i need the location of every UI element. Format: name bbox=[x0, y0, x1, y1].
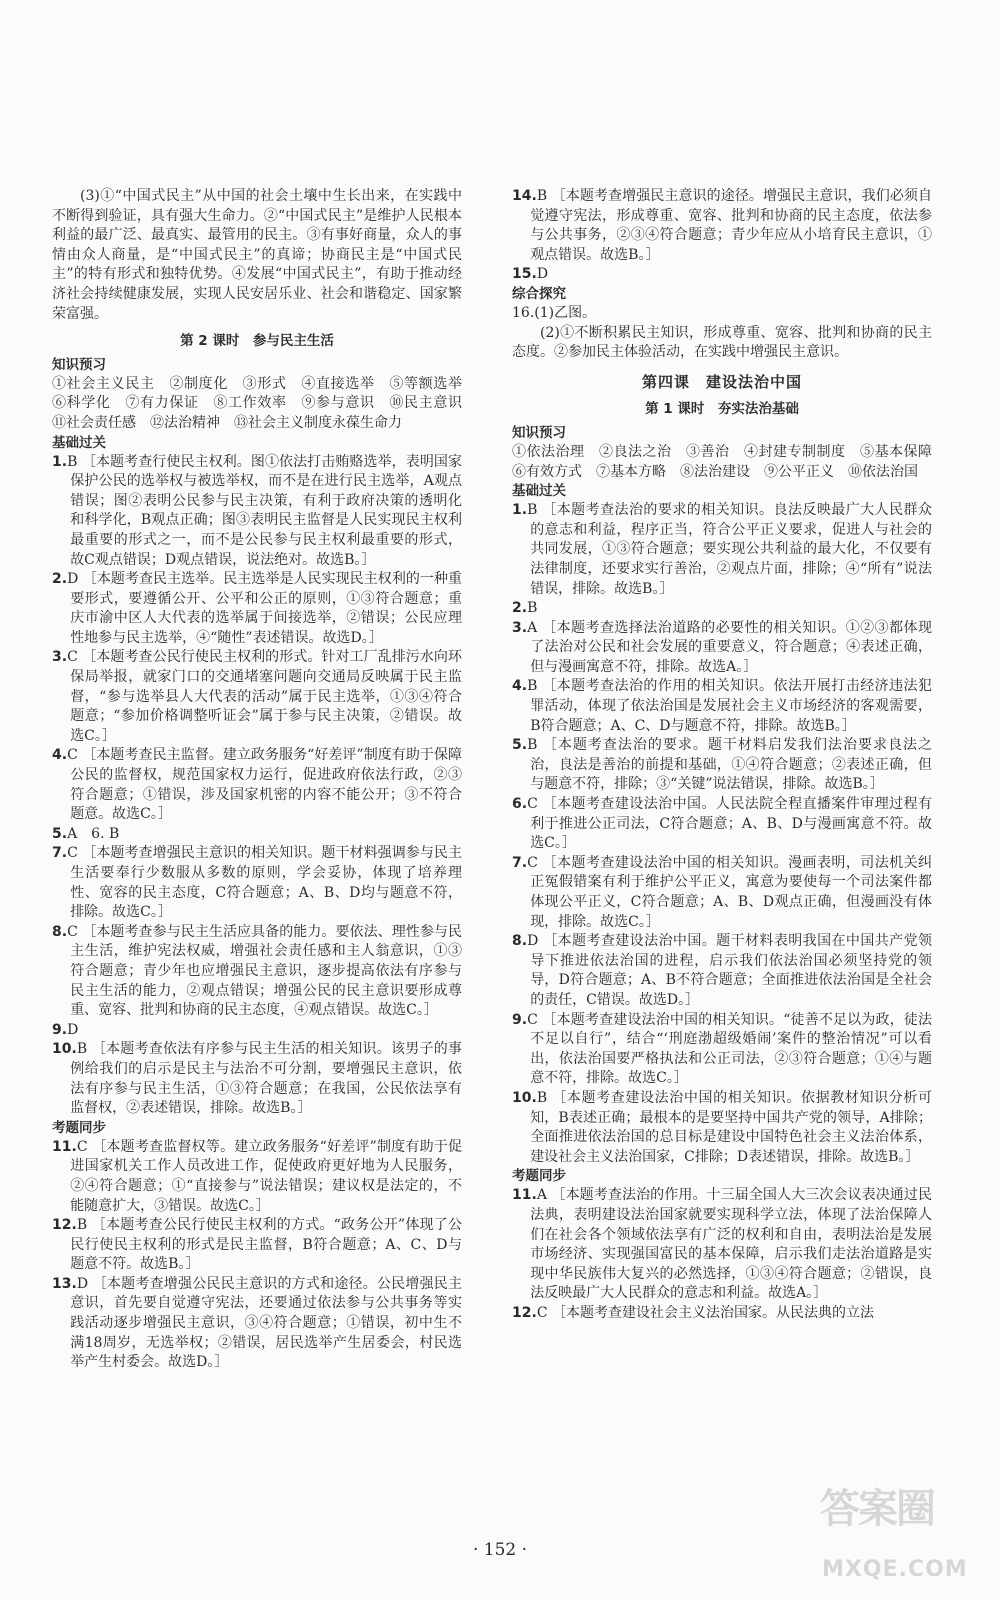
answer-explanation: ［本题考查建设法治中国。题干材料表明我国在中国共产党领导下推进依法治国的进程，启示我们依法治国必须坚持党的领导，D符合题意；A、B不符合题意；全面推进依法治国是全社会的责任，C错误。故选D。］ bbox=[530, 933, 933, 1008]
answer-number: 8. bbox=[52, 923, 68, 940]
q16-part1: 16.(1)乙图。 bbox=[512, 304, 597, 321]
answer-number: 2. bbox=[512, 600, 528, 617]
answer-item bbox=[512, 795, 932, 854]
q16-part2: (2)①不断积累民主知识，形成尊重、宽容、批判和协商的民主态度。②参加民主体验活动，在实践中增强民主意识。 bbox=[512, 324, 932, 361]
answer-item bbox=[512, 1089, 932, 1167]
answer-number: 2. bbox=[52, 571, 68, 588]
answer-item bbox=[512, 1186, 932, 1304]
answer-explanation: ［本题考查增强民主意识的相关知识。题干材料强调参与民主生活要奉行少数服从多数的原则，学会妥协，体现了培养理性、宽容的民主态度，C符合题意；A、B、D均与题意不符，排除。故选C。］ bbox=[70, 845, 462, 921]
answer-number: 10. bbox=[512, 1089, 537, 1106]
section-inquiry: 综合探究 bbox=[512, 285, 566, 302]
watermark-domain: MXQE.COM bbox=[822, 1557, 968, 1582]
answer-number: 11. bbox=[52, 1138, 77, 1155]
answer-number: 15. bbox=[512, 266, 537, 283]
answer-explanation: ［本题考查法治的作用。十三届全国人大三次会议表决通过民法典，表明建设法治国家就要实现科学立法，体现了法治保障人们在社会各个领域依法享有广泛的权利和自由，表明法治是发展市场经济、实现强国富民的基本保障，启示我们走法治道路是实现中华民族伟大复兴的必然选择，①③④符合题意；②错误，良法反映最广大人民群众的意志和利益。故选A。］ bbox=[530, 1187, 932, 1302]
answer-item bbox=[52, 1040, 462, 1118]
answer-number: 9. bbox=[52, 1021, 68, 1038]
answer-item bbox=[52, 844, 462, 922]
answer-number: 12. bbox=[512, 1304, 537, 1321]
section-exam: 考题同步 bbox=[52, 1119, 106, 1136]
answer-item bbox=[52, 923, 462, 1021]
answer-explanation: ［本题考查增强民主意识的途径。增强民主意识，我们必须自觉遵守宪法，形成尊重、宽容、批判和协商的民主态度，依法参与公共事务，②③④符合题意；青少年应从小培育民主意识，①观点错误。故选B。］ bbox=[530, 188, 933, 263]
answer-explanation: ［本题考查参与民主生活应具备的能力。要依法、理性参与民主生活，维护宪法权威，增强社会责任感和主人翁意识，①③符合题意；青少年也应增强民主意识，逐步提高依法有序参与民主生活的能力，②观点错误；增强公民的民主意识要形成尊重、宽容、批判和协商的民主态度，④观点错误。故选C。］ bbox=[70, 923, 462, 1019]
answer-explanation: ［本题考查建设法治中国。人民法院全程直播案件审理过程有利于推进公正司法，C符合题意；A、B、D与漫画寓意不符。故选C。］ bbox=[530, 796, 933, 852]
answer-number: 3. bbox=[512, 619, 528, 636]
answer-choice: D bbox=[67, 571, 79, 588]
answer-number: 8. bbox=[512, 933, 528, 950]
answer-explanation: ［本题考查建设法治中国的相关知识。依据教材知识分析可知，B表述正确；最根本的是要坚持中国共产党的领导，A排除；全面推进依法治国的总目标是建设中国特色社会主义法治体系，建设社会主义法治国家，C排除；D表述错误，排除。故选B。］ bbox=[530, 1089, 933, 1165]
lesson4-subtitle: 第 1 课时 夯实法治基础 bbox=[645, 401, 799, 418]
answer-explanation: ［本题考查法治的要求。题干材料启发我们法治要求良法之治，良法是善治的前提和基础，①④符合题意；②表述正确，但与题意不符，排除；③“关键”说法错误，排除。故选B。］ bbox=[530, 737, 933, 793]
answer-item bbox=[512, 187, 932, 265]
answer-number: 11. bbox=[512, 1187, 537, 1204]
answer-item bbox=[512, 677, 932, 736]
answer-number: 1. bbox=[52, 453, 68, 470]
answer-choice: B bbox=[67, 453, 78, 470]
lesson-title: 第 2 课时 参与民主生活 bbox=[180, 333, 334, 350]
answer-item bbox=[52, 570, 462, 648]
basic-list bbox=[52, 453, 462, 1119]
answer-choice: A 6. B bbox=[67, 825, 120, 842]
answer-explanation: ［本题考查公民行使民主权利的方式。“政务公开”体现了公民行使民主权利的形式是民主监督，B符合题意；A、C、D与题意不符。故选B。］ bbox=[70, 1217, 462, 1273]
answer-choice: D bbox=[536, 266, 549, 283]
answer-explanation: ［本题考查监督权等。建立政务服务“好差评”制度有助于促进国家机关工作人员改进工作，促使政府更好地为人民服务，②④符合题意；①“直接参与”说法错误；建议权是法定的，不能随意扩大，③错误。故选C。］ bbox=[70, 1138, 462, 1214]
lesson4-title: 第四课 建设法治中国 bbox=[641, 372, 802, 391]
preview-answers-r: ①依法治理 ②良法之治 ③善治 ④封建专制制度 ⑤基本保障 ⑥有效方式 ⑦基本方略 ⑧法治建设 ⑨公平正义 ⑩依法治国 bbox=[512, 443, 946, 480]
answer-number: 10. bbox=[52, 1041, 77, 1058]
answer-item bbox=[52, 746, 462, 824]
intro-paragraph: (3)①“中国式民主”从中国的社会土壤中生长出来，在实践中不断得到验证，具有强大生命力。②“中国式民主”是维护人民根本利益的最广泛、最真实、最管用的民主。③有事好商量，众人的事情由众人商量，是“中国式民主”的真谛；协商民主是“中国式民主”的特有形式和独特优势。④发展“中国式民主”，有助于推动经济社会持续健康发展，实现人民安居乐业、社会和谐稳定、国家繁荣富强。 bbox=[52, 188, 462, 322]
answer-item bbox=[512, 619, 932, 678]
answer-item bbox=[512, 501, 932, 599]
preview-answers: ①社会主义民主 ②制度化 ③形式 ④直接选举 ⑤等额选举 ⑥科学化 ⑦有力保证 ⑧工作效率 ⑨参与意识 ⑩民主意识 ⑪社会责任感 ⑫法治精神 ⑬社会主义制度永葆生命力 bbox=[52, 375, 476, 431]
answer-choice: B bbox=[527, 678, 538, 695]
answer-choice: B bbox=[527, 600, 538, 617]
section-basic-r: 基础过关 bbox=[512, 483, 566, 500]
answer-choice: C bbox=[76, 1138, 88, 1155]
basic-list-r bbox=[512, 501, 932, 1167]
exam-list-r bbox=[512, 1186, 932, 1323]
answer-item bbox=[512, 1011, 932, 1089]
answer-choice: C bbox=[67, 845, 78, 862]
answer-explanation: ［本题考查选择法治道路的必要性的相关知识。①②③都体现了法治对公民和社会发展的重要意义，符合题意；④表述正确，但与漫画寓意不符，排除。故选A。］ bbox=[530, 619, 933, 675]
right-column bbox=[512, 187, 946, 1323]
section-preview-r: 知识预习 bbox=[512, 424, 566, 441]
answer-explanation: ［本题考查建设法治中国的相关知识。“徒善不足以为政，徒法不足以自行”，结合“‘刑庭渤超级婚闹’案件的整治情况”可以看出，依法治国要严格执法和公正司法，②③符合题意；①④与题意不符，排除。故选C。］ bbox=[530, 1011, 933, 1087]
answer-choice: D bbox=[527, 933, 539, 950]
answer-choice: C bbox=[536, 1304, 548, 1321]
answer-number: 7. bbox=[512, 854, 528, 871]
exam-list bbox=[52, 1138, 462, 1373]
answer-explanation: ［本题考查增强公民民主意识的方式和途径。公民增强民主意识，首先要自觉遵守宪法，还要通过依法参与公共事务等实践活动逐步增强民主意识，③④符合题意；①错误，初中生不满18周岁，无选举权；②错误，居民选举产生居委会，村民选举产生村委会。故选D。］ bbox=[70, 1275, 463, 1371]
answer-item bbox=[512, 1304, 932, 1324]
section-basic: 基础过关 bbox=[52, 434, 106, 451]
left-column bbox=[52, 187, 476, 1373]
answer-item bbox=[52, 648, 462, 746]
answer-choice: B bbox=[76, 1041, 88, 1058]
answer-explanation: ［本题考查行使民主权利。图①依法打击贿赂选举，表明国家保护公民的选举权与被选举权，而不是在进行民主选举，A观点错误；图②表明公民参与民主决策，有利于政府决策的透明化和科学化，B观点正确；图③表明民主监督是人民实现民主权利最重要的形式之一，而不是公民参与民主权利最重要的形式，故C观点错误；D观点错误，说法绝对。故选B。］ bbox=[70, 453, 462, 568]
answer-choice: B bbox=[536, 188, 548, 204]
answer-explanation: ［本题考查建设社会主义法治国家。从民法典的立法 bbox=[551, 1304, 874, 1321]
answer-choice: B bbox=[527, 502, 538, 519]
page-number: · 152 · bbox=[472, 1540, 528, 1560]
answer-number: 12. bbox=[52, 1217, 77, 1234]
answer-explanation: ［本题考查民主选举。民主选举是人民实现民主权利的一种重要形式，要遵循公开、公平和公正的原则，①③符合题意；重庆市渝中区人大代表的选举属于间接选举，②错误；公民应理性地参与民主选举，④“随性”表述错误。故选D。］ bbox=[70, 571, 462, 646]
answer-choice: B bbox=[527, 737, 538, 754]
answer-choice: C bbox=[527, 854, 538, 871]
answer-number: 14. bbox=[512, 188, 537, 204]
answer-item bbox=[52, 825, 462, 845]
answer-item bbox=[52, 1138, 462, 1216]
answer-item bbox=[52, 1275, 462, 1373]
answer-number: 4. bbox=[512, 678, 528, 695]
answer-number: 1. bbox=[512, 502, 528, 519]
answer-number: 7. bbox=[52, 845, 68, 862]
watermark-text: 答案圈 bbox=[820, 1486, 934, 1532]
answer-choice: C bbox=[527, 796, 538, 813]
answer-choice: C bbox=[527, 1011, 538, 1028]
answer-item bbox=[52, 1216, 462, 1275]
answer-choice: A bbox=[536, 1187, 547, 1204]
answer-number: 5. bbox=[512, 737, 528, 754]
answer-number: 5. bbox=[52, 825, 68, 842]
answer-choice: D bbox=[76, 1275, 89, 1292]
answer-explanation: ［本题考查公民行使民主权利的形式。针对工厂乱排污水向环保局举报，就家门口的交通堵塞问题向交通局反映属于民主监督，“参与选举县人大代表的活动”属于民主选举，①③④符合题意；“参加价格调整听证会”属于参与民主决策，②错误。故选C。］ bbox=[70, 649, 462, 744]
answer-choice: C bbox=[67, 923, 78, 940]
answer-item bbox=[52, 453, 462, 571]
answer-choice: B bbox=[536, 1089, 548, 1106]
answer-number: 3. bbox=[52, 649, 68, 666]
answer-number: 13. bbox=[52, 1275, 77, 1292]
answer-item bbox=[512, 854, 932, 932]
top-list bbox=[512, 187, 932, 285]
answer-explanation: ［本题考查法治的作用的相关知识。依法开展打击经济违法犯罪活动，体现了依法治国是发展社会主义市场经济的客观需要，B符合题意；A、C、D与题意不符，排除。故选B。］ bbox=[530, 678, 933, 734]
answer-explanation: ［本题考查法治的要求的相关知识。良法反映最广大人民群众的意志和利益，程序正当，符合公平正义要求，促进人与社会的共同发展，①③符合题意；要实现公共利益的最大化，不仅要有法律制度，还要求实行善治，②观点片面，排除；④“所有”说法错误，排除。故选B。］ bbox=[530, 502, 933, 597]
answer-item bbox=[512, 736, 932, 795]
answer-explanation: ［本题考查民主监督。建立政务服务“好差评”制度有助于保障公民的监督权，规范国家权力运行，促进政府依法行政，②③符合题意；①错误，涉及国家机密的内容不能公开；③不符合题意。故选C。］ bbox=[70, 747, 462, 823]
section-preview: 知识预习 bbox=[52, 356, 106, 373]
answer-explanation: ［本题考查建设法治中国的相关知识。漫画表明，司法机关纠正冤假错案有利于维护公平正义，寓意为要使每一个司法案件都体现公平正义，C符合题意；A、B、D观点正确，但漫画没有体现，排除。故选C。］ bbox=[530, 854, 933, 930]
answer-item bbox=[512, 599, 932, 619]
answer-choice: A bbox=[527, 619, 538, 636]
section-exam-r: 考题同步 bbox=[512, 1168, 566, 1185]
answer-item bbox=[52, 1021, 462, 1041]
answer-item bbox=[512, 932, 932, 1010]
answer-item bbox=[512, 265, 932, 285]
answer-number: 6. bbox=[512, 796, 528, 813]
answer-choice: C bbox=[67, 649, 78, 666]
answer-choice: C bbox=[67, 747, 78, 764]
answer-explanation: ［本题考查依法有序参与民主生活的相关知识。该男子的事例给我们的启示是民主与法治不可分割，要增强民主意识，依法有序参与民主生活，①③符合题意；在我国，公民依法享有监督权，②表述错误，排除。故选B。］ bbox=[70, 1041, 463, 1117]
answer-choice: D bbox=[67, 1021, 79, 1038]
answer-number: 9. bbox=[512, 1011, 528, 1028]
answer-number: 4. bbox=[52, 747, 68, 764]
answer-choice: B bbox=[76, 1217, 88, 1234]
watermark-logo bbox=[820, 1486, 985, 1595]
